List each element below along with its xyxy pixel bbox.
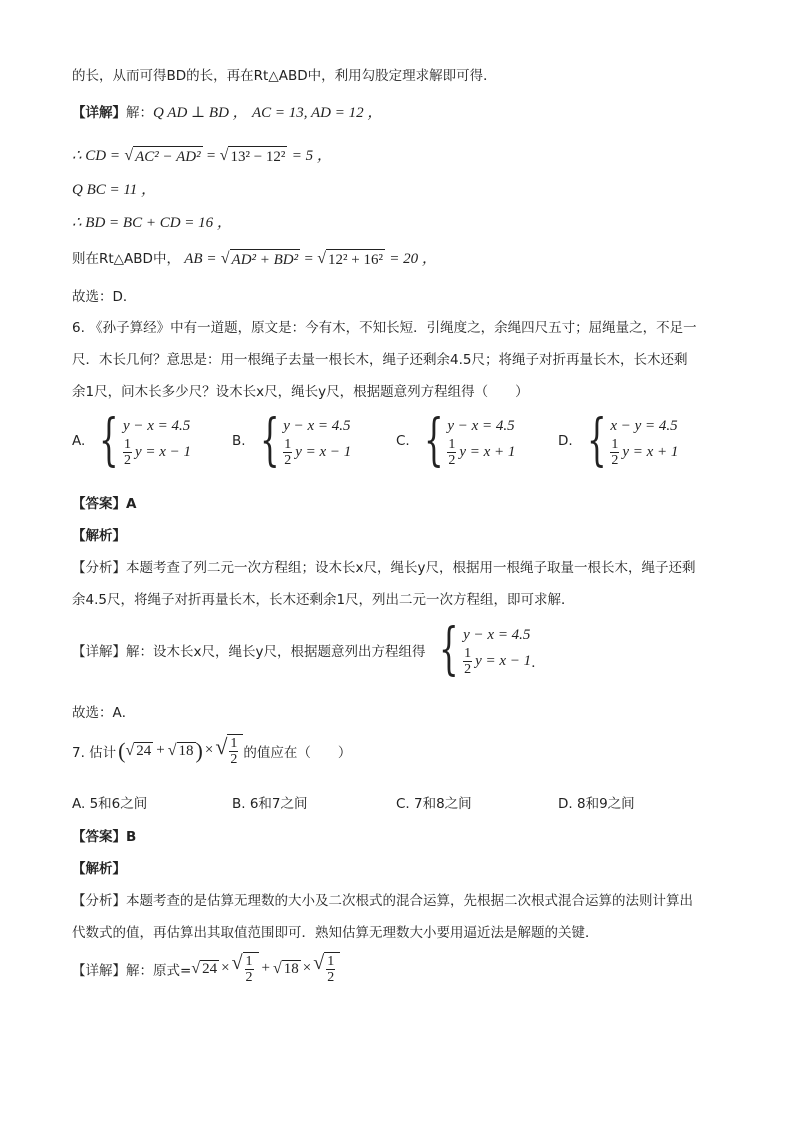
q6-stem-line3: 余1尺，问木长多少尺？设木长x尺，绳长y尺，根据题意列方程组得（ ）	[72, 384, 529, 400]
q6-answer: 【答案】A	[72, 496, 137, 512]
cd-lead: ∴ CD =	[72, 148, 121, 164]
q6-analysis-line1: 【分析】本题考查了列二元一次方程组；设木长x尺，绳长y尺，根据用一根绳子取量一根长木，绳子还剩	[72, 560, 696, 576]
q5-detail-line2: ∴ CD = √ AC² − AD² = √ 13² − 12² = 5 ，	[72, 147, 332, 165]
q6-detail: 【详解】解：设木长x尺，绳长y尺，根据题意列出方程组得 { y − x = 4.5 $\frac{1}{2}$ y = x − 1 ．	[72, 617, 545, 682]
q7-option-a[interactable]: A. 5和6之间	[72, 796, 148, 812]
q5-detail-line4: ∴ BD = BC + CD = 16 ，	[72, 215, 232, 231]
q7-option-d[interactable]: D. 8和9之间	[558, 796, 635, 812]
q6-option-d[interactable]: D. { x − y = 4.5 $\frac{1}{2}$ y = x + 1	[558, 408, 679, 473]
q5-detail-line3: Q BC = 11 ，	[72, 182, 157, 198]
given-values: AC = 13, AD = 12 ，	[251, 105, 383, 121]
cd-result: = 5 ，	[291, 148, 332, 164]
sqrt-expression: √ AC² − AD²	[124, 147, 201, 165]
intro-line: 的长，从而可得BD的长，再在Rt△ABD中，利用勾股定理求解即可得．	[72, 68, 497, 84]
solution-prefix: 解：	[126, 105, 153, 121]
q7-option-b[interactable]: B. 6和7之间	[232, 796, 308, 812]
q6-stem-line1: 6. 《孙子算经》中有一道题，原文是：今有木，不知长短．引绳度之，余绳四尺五寸；屈绳量之，不足一	[72, 320, 697, 336]
q7-detail: 【详解】解：原式= √ 24 × √ $\frac{1}{2}$ + √ 18 × √ $\frac{1}{2}$	[72, 952, 340, 985]
q7-analysis-line2: 代数式的值，再估算出其取值范围即可．熟知估算无理数大小要用逼近法是解题的关键．	[72, 925, 599, 941]
sqrt-expression: √ AD² + BD²	[220, 250, 299, 268]
q5-detail-line5: 则在Rt△ABD中， AB = √ AD² + BD² = √ 12² + 16² = 20 ，	[72, 250, 437, 268]
sqrt-expression: √ 12² + 16²	[317, 250, 383, 268]
rt-triangle-prefix: 则在Rt△ABD中，	[72, 251, 180, 267]
q6-analysis-line2: 余4.5尺，将绳子对折再量长木，长木还剩余1尺，列出二元一次方程组，即可求解．	[72, 592, 575, 608]
q6-option-a[interactable]: A. { y − x = 4.5 $\frac{1}{2}$ y = x − 1	[72, 408, 191, 473]
q6-analysis-tag: 【解析】	[72, 528, 126, 544]
q7-analysis-tag: 【解析】	[72, 861, 126, 877]
q6-option-b[interactable]: B. { y − x = 4.5 $\frac{1}{2}$ y = x − 1	[232, 408, 352, 473]
q7-option-c[interactable]: C. 7和8之间	[396, 796, 472, 812]
given-perpendicular: Q AD ⊥ BD ，	[153, 105, 248, 121]
q7-analysis-line1: 【分析】本题考查的是估算无理数的大小及二次根式的混合运算，先根据二次根式混合运算的法则计算出	[72, 893, 693, 909]
detail-tag: 【详解】	[72, 105, 126, 121]
q6-stem-line2: 尺．木长几何？意思是：用一根绳子去量一根长木，绳子还剩余4.5尺；将绳子对折再量长木，长木还剩	[72, 352, 688, 368]
q6-option-c[interactable]: C. { y − x = 4.5 $\frac{1}{2}$ y = x + 1	[396, 408, 516, 473]
q5-choose: 故选：D．	[72, 289, 137, 305]
q7-stem: 7. 估计 ( √ 24 + √ 18 ) × √ $\frac{1}{2}$ 的值应在（ ）	[72, 734, 352, 767]
sqrt-expression: √ 13² − 12²	[219, 147, 286, 165]
q6-choose: 故选：A．	[72, 705, 136, 721]
q7-answer: 【答案】B	[72, 829, 137, 845]
q5-detail-line1	[72, 103, 382, 123]
